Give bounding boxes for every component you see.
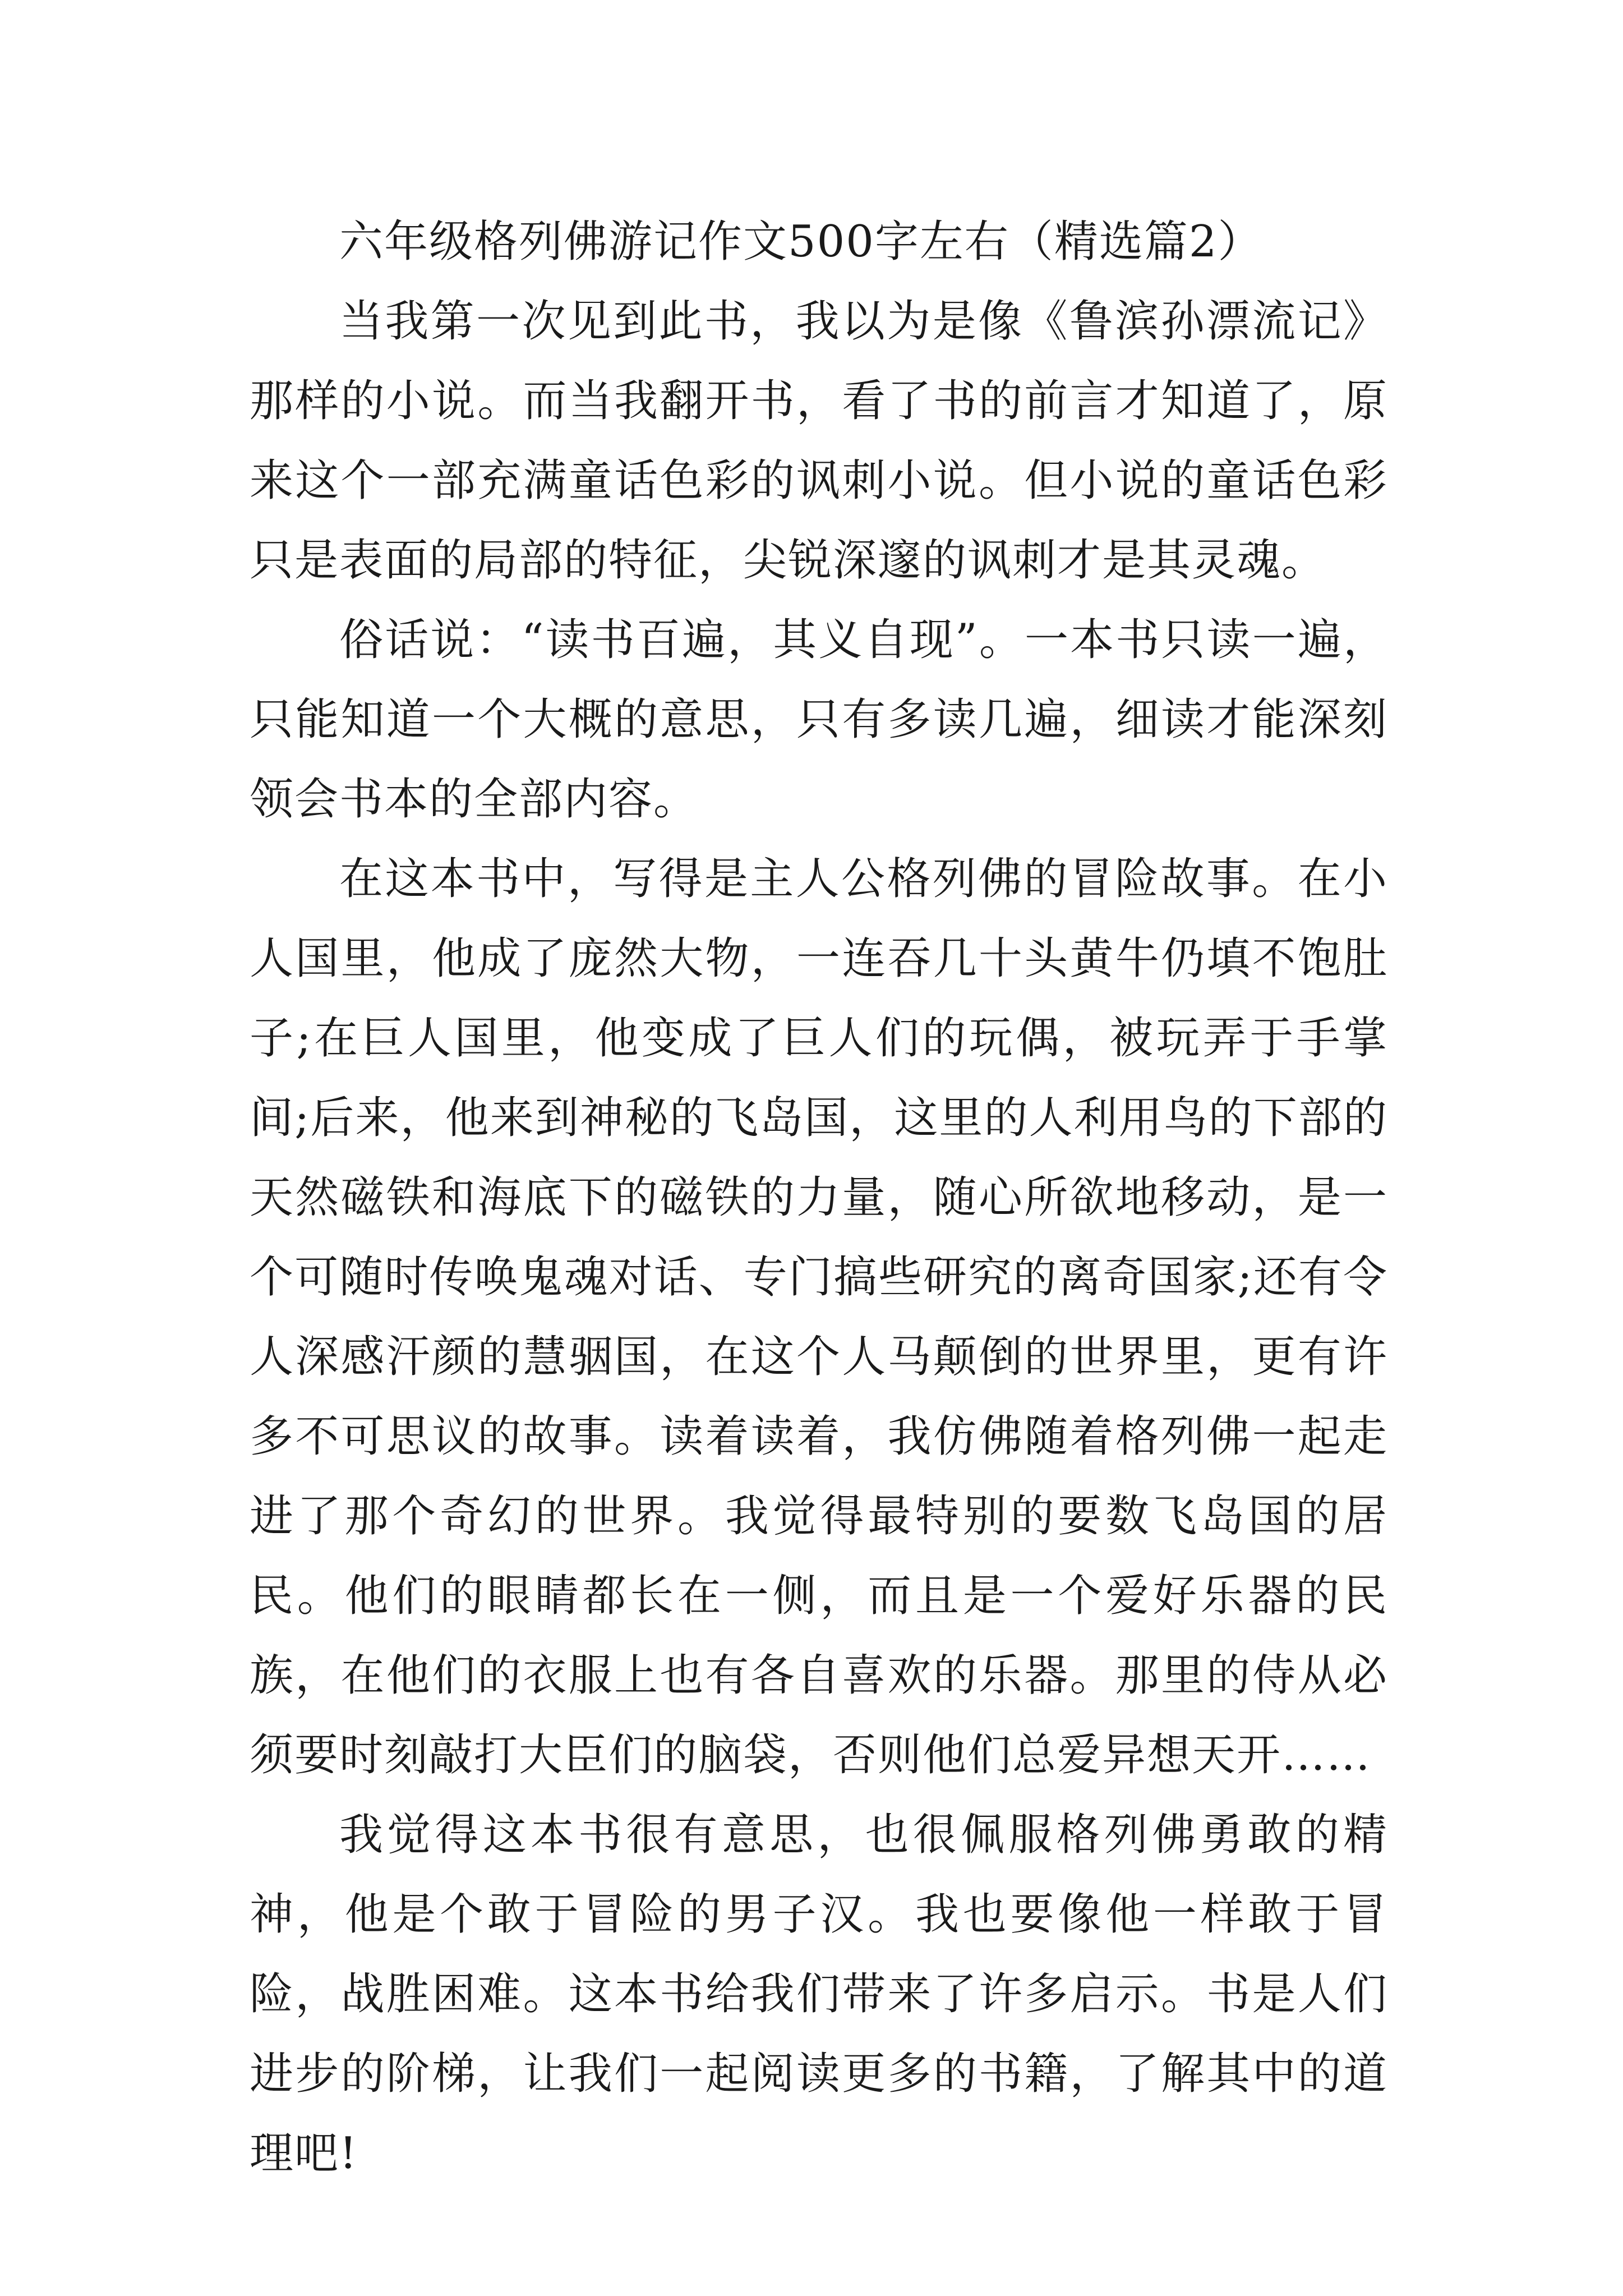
essay-body — [250, 202, 1388, 2193]
paragraph-1: 当我第一次见到此书，我以为是像《鲁滨孙漂流记》那样的小说。而当我翻开书，看了书的前言才知道了，原来这个一部充满童话色彩的讽刺小说。但小说的童话色彩只是表面的局部的特征，尖锐深邃的讽刺才是其灵魂。 — [250, 296, 1388, 586]
paragraph-2: 俗话说：“读书百遍，其义自现”。一本书只读一遍，只能知道一个大概的意思，只有多读几遍，细读才能深刻领会书本的全部内容。 — [250, 615, 1388, 825]
essay-title: 六年级格列佛游记作文500字左右（精选篇2） — [339, 217, 1263, 267]
paragraph-3: 在这本书中，写得是主人公格列佛的冒险故事。在小人国里，他成了庞然大物，一连吞几十头黄牛仍填不饱肚子;在巨人国里，他变成了巨人们的玩偶，被玩弄于手掌间;后来，他来到神秘的飞岛国，这里的人利用鸟的下部的天然磁铁和海底下的磁铁的力量，随心所欲地移动，是一个可随时传唤鬼魂对话、专门搞些研究的离奇国家;还有令人深感汗颜的慧骃国，在这个人马颠倒的世界里，更有许多不可思议的故事。读着读着，我仿佛随着格列佛一起走进了那个奇幻的世界。我觉得最特别的要数飞岛国的居民。他们的眼睛都长在一侧，而且是一个爱好乐器的民族，在他们的衣服上也有各自喜欢的乐器。那里的侍从必须要时刻敲打大臣们的脑袋，否则他们总爱异想天开…… — [250, 854, 1388, 1780]
paragraph-4: 我觉得这本书很有意思，也很佩服格列佛勇敢的精神，他是个敢于冒险的男子汉。我也要像他一样敢于冒险，战胜困难。这本书给我们带来了许多启示。书是人们进步的阶梯，让我们一起阅读更多的书籍，了解其中的道理吧! — [250, 1810, 1388, 2179]
